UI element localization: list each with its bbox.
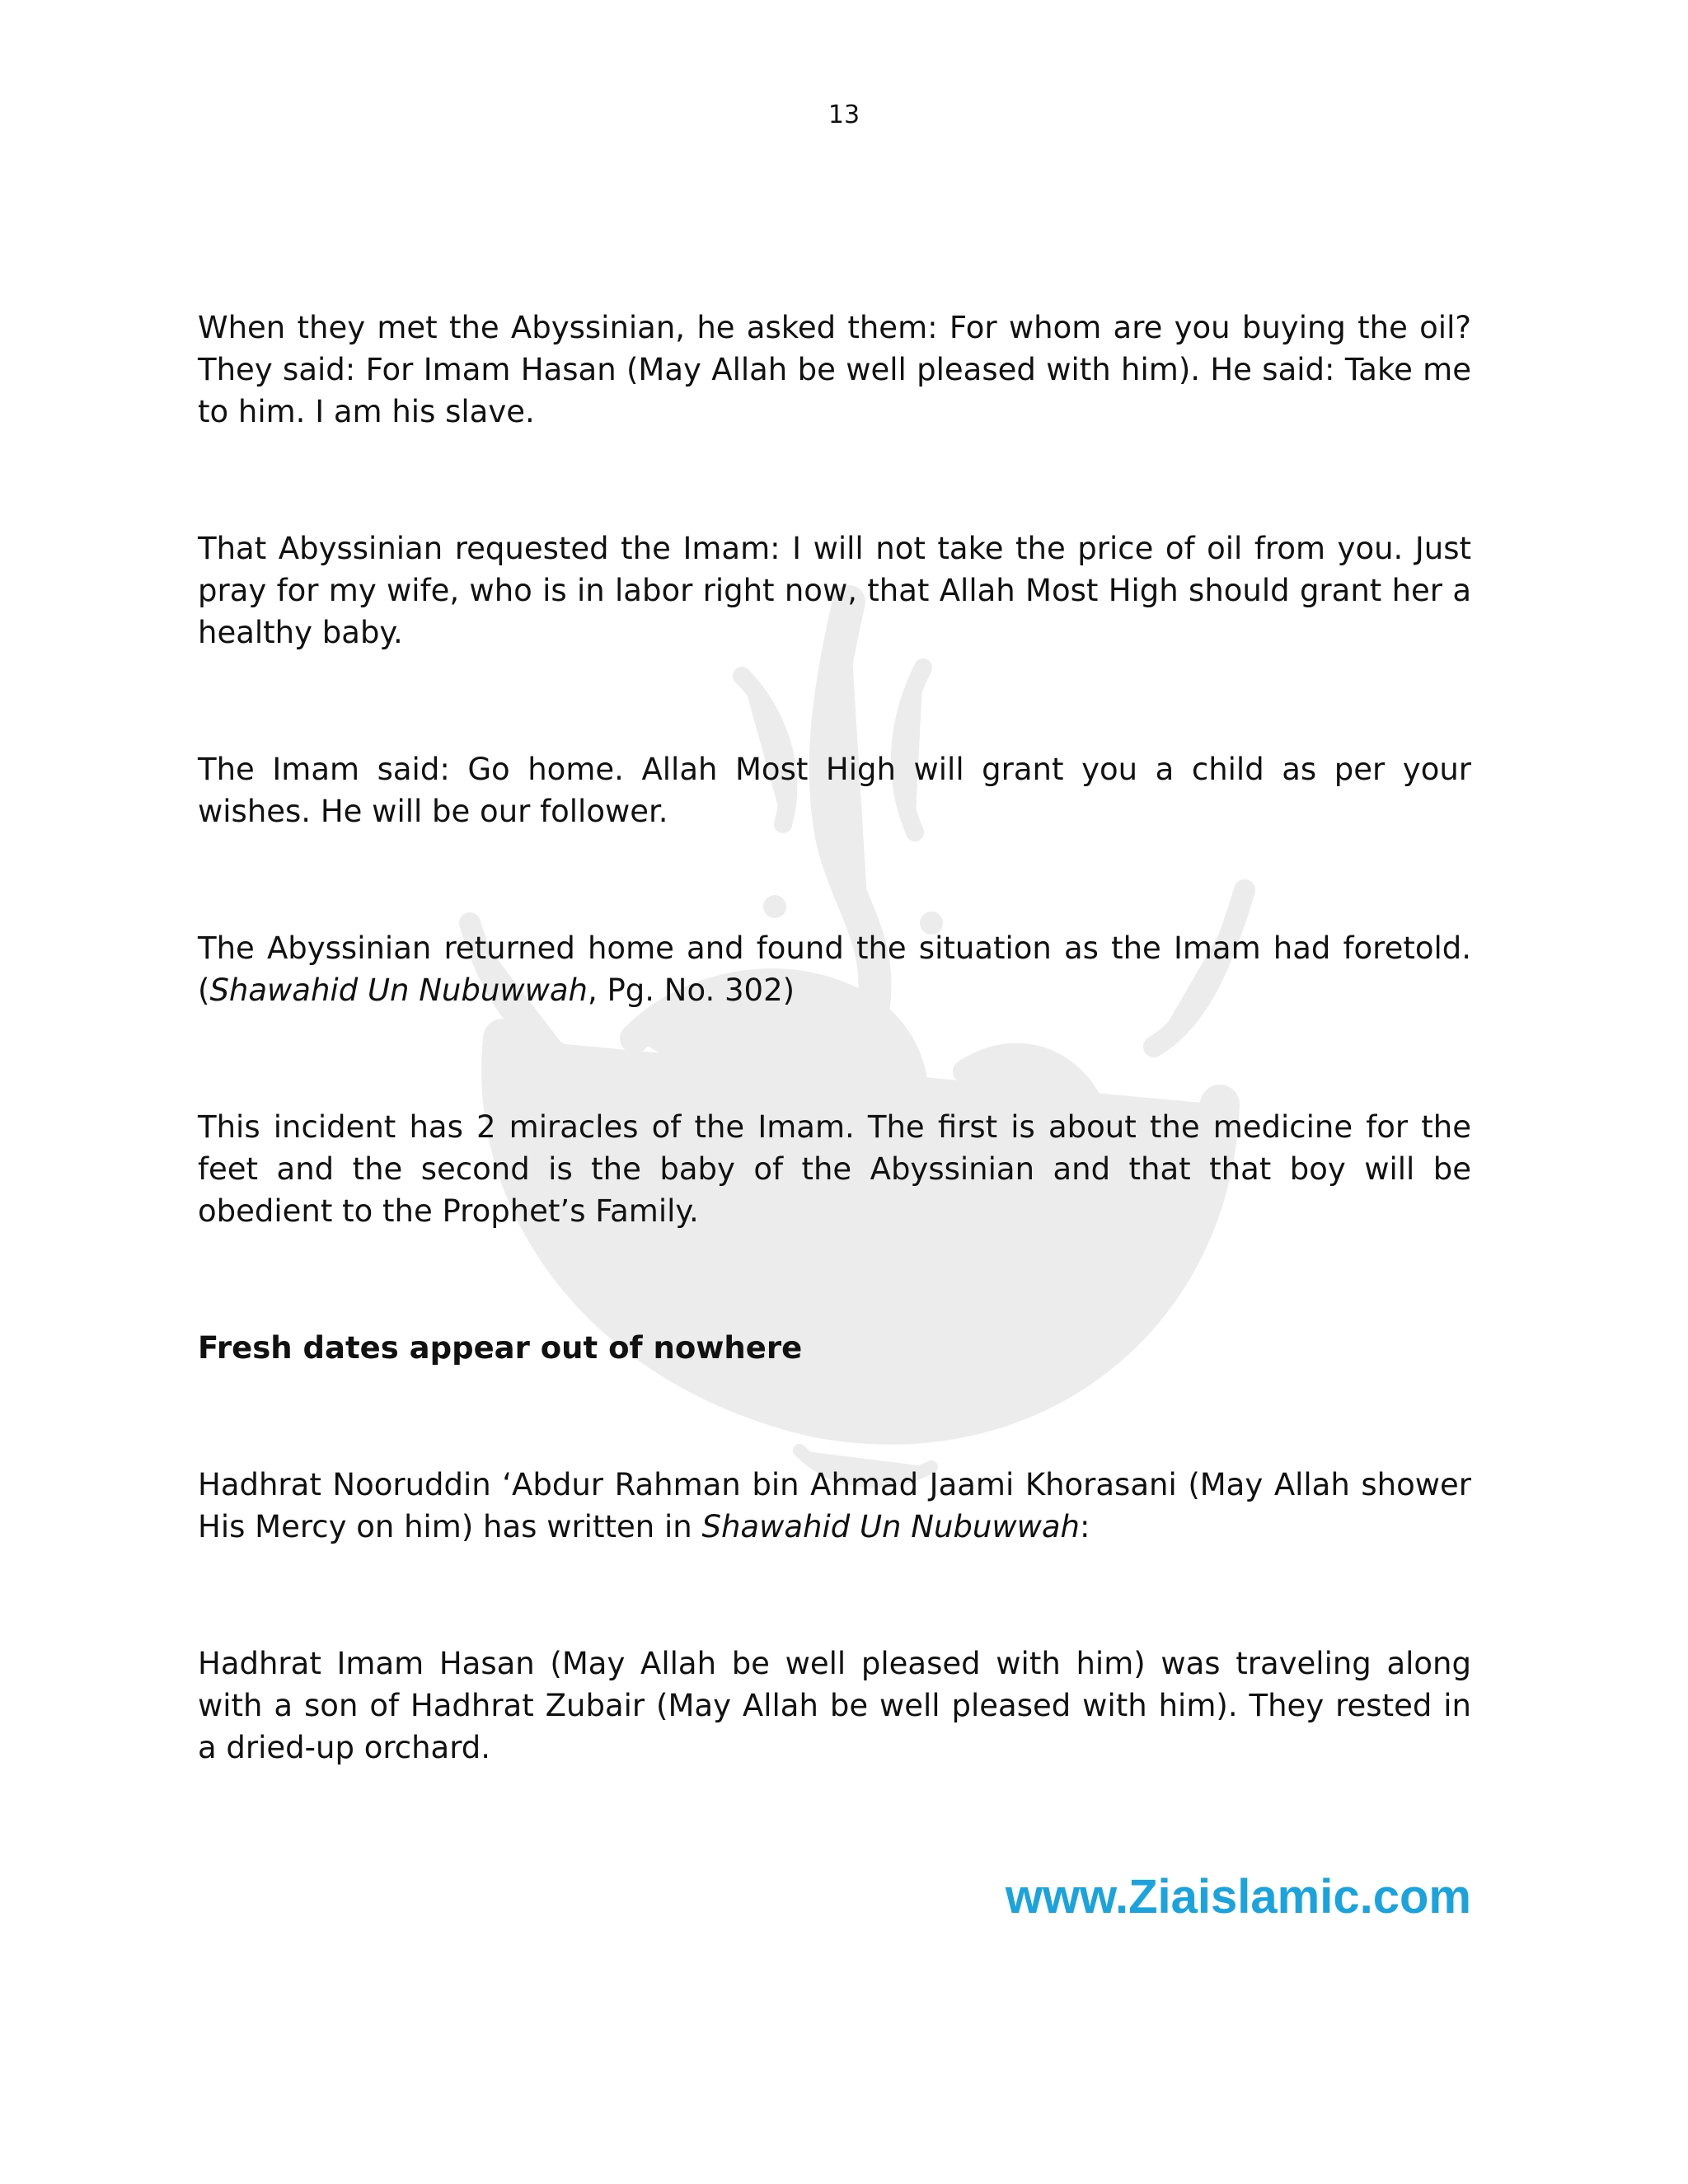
page-number: 13 <box>828 101 860 129</box>
book-title: Shawahid Un Nubuwwah <box>701 1509 1080 1544</box>
paragraph-abyssinian-meeting: When they met the Abyssinian, he asked them: For whom are you buying the oil? They said: For Imam Hasan (May Allah be well pleased with him). He said: Take me to him. I am his slave. <box>198 310 1471 429</box>
website-link[interactable]: www.Ziaislamic.com <box>1005 1870 1471 1924</box>
citation-tail: , Pg. No. 302) <box>587 972 795 1008</box>
page-content <box>198 307 1471 1769</box>
section-heading: Fresh dates appear out of nowhere <box>198 1330 803 1366</box>
paragraph-text: Hadhrat Nooruddin ‘Abdur Rahman bin Ahmad Jaami Khorasani (May Allah shower His Mercy on him) has written in <box>198 1467 1471 1544</box>
paragraph-two-miracles: This incident has 2 miracles of the Imam. The first is about the medicine for the feet and the second is the baby of the Abyssinian and that that boy will be obedient to the Prophet’s Family. <box>198 1109 1471 1229</box>
citation-tail: : <box>1079 1509 1090 1544</box>
paragraph-imam-reply: The Imam said: Go home. Allah Most High will grant you a child as per your wishes. He will be our follower. <box>198 752 1471 829</box>
paragraph-abyssinian-request: That Abyssinian requested the Imam: I will not take the price of oil from you. Just pray for my wife, who is in labor right now, that Allah Most High should grant her a healthy baby. <box>198 531 1471 650</box>
paragraph-abyssinian-return <box>198 927 1471 1011</box>
paragraph-text: The Abyssinian returned home and found the situation as the Imam had foretold. ( <box>198 930 1471 1008</box>
book-title: Shawahid Un Nubuwwah <box>209 972 588 1008</box>
paragraph-orchard: Hadhrat Imam Hasan (May Allah be well pleased with him) was traveling along with a son of Hadhrat Zubair (May Allah be well pleased with him). They rested in a dried-up orchard. <box>198 1646 1471 1765</box>
paragraph-jaami-citation <box>198 1464 1471 1548</box>
